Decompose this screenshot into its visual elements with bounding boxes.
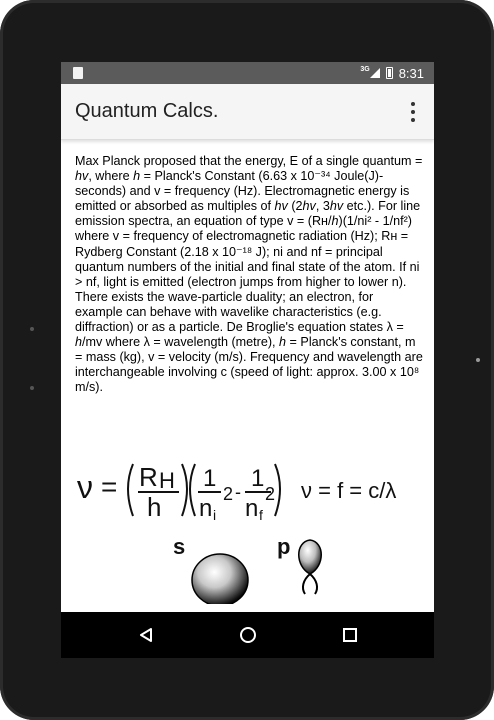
frame-dot-upper bbox=[30, 327, 34, 331]
signal-icon bbox=[370, 68, 380, 78]
text-italic: hv bbox=[274, 199, 288, 214]
status-icons bbox=[360, 62, 424, 84]
paren-left-1 bbox=[128, 464, 133, 516]
paren-right-2 bbox=[275, 464, 280, 516]
home-icon bbox=[239, 626, 257, 644]
formula-n-f: n bbox=[245, 495, 259, 522]
formula-one-a: 1 bbox=[203, 465, 217, 492]
paren-right-1 bbox=[182, 464, 187, 516]
text-italic: h bbox=[331, 214, 339, 229]
s-orbital-label: s bbox=[173, 534, 186, 559]
navigation-bar bbox=[61, 612, 434, 658]
text-italic: hv bbox=[302, 199, 316, 214]
formula-h: h bbox=[147, 492, 162, 522]
clock: 8:31 bbox=[398, 65, 424, 81]
formula-nu: ν bbox=[77, 469, 93, 505]
camera-dot bbox=[476, 358, 480, 362]
frame-dot-lower bbox=[30, 386, 34, 390]
recents-icon bbox=[342, 627, 358, 643]
formula-right: ν = f = c/λ bbox=[301, 478, 397, 503]
formula-minus: - bbox=[235, 482, 241, 502]
app-bar bbox=[61, 84, 434, 140]
text-italic: h bbox=[75, 335, 83, 350]
text-italic: h bbox=[279, 335, 287, 350]
text-segment: , where bbox=[88, 169, 134, 184]
sd-card-icon bbox=[73, 67, 83, 79]
formula-one-b: 1 bbox=[251, 465, 265, 492]
formula-r: R bbox=[139, 462, 158, 492]
formula-h-sub: H bbox=[159, 468, 175, 493]
rydberg-formula-image bbox=[75, 450, 425, 526]
screen bbox=[61, 62, 434, 658]
text-segment: , 3 bbox=[315, 199, 330, 214]
orbitals-image bbox=[141, 532, 341, 604]
text-segment: = Planck's constant, m = mass (kg), v = velocity (m/s). Frequency and wavelength are interchangeable involving c (speed of light: approx. 3.00 x 10⁸ m/s). bbox=[75, 335, 423, 395]
text-italic: hv bbox=[75, 169, 89, 184]
formula-two-a: 2 bbox=[223, 484, 234, 504]
formula-equals: = bbox=[101, 471, 118, 502]
text-italic: hv bbox=[329, 199, 344, 214]
battery-icon bbox=[386, 67, 393, 79]
p-orbital-label: p bbox=[277, 534, 291, 559]
formula-i: i bbox=[213, 507, 217, 523]
recents-button[interactable] bbox=[335, 621, 365, 649]
formula-f: f bbox=[259, 507, 263, 523]
s-orbital-sphere bbox=[189, 550, 251, 604]
description-text bbox=[75, 154, 424, 396]
paren-left-2 bbox=[190, 464, 195, 516]
overflow-menu-button[interactable] bbox=[404, 100, 422, 124]
p-orbital-lobe bbox=[293, 536, 327, 598]
formula-n-i: n bbox=[199, 495, 213, 522]
text-segment: etc.). For line emission spectra, an equation of type v = (Rн/ bbox=[75, 199, 421, 229]
text-segment: )(1/ni² - 1/nf²) where v = frequency of electromagnetic radiation (Hz); Rн = Rydberg Constant (2.18 x 10⁻¹⁸ J); ni and nf = principal quantum numbers of the initial and final state of the atom. If ni > nf, light is emitted (electron jumps from higher to lower n). There exists the wave-particle duality; an electron, for example can behave with wavelike characteristics (e.g. diffraction) or as a particle. De Broglie's equation states λ = bbox=[75, 214, 420, 335]
home-button[interactable] bbox=[233, 621, 263, 649]
overflow-dot bbox=[411, 102, 415, 106]
text-segment: = Planck's Constant (6.63 x 10⁻³⁴ Joule(J)-seconds) and v = frequency (Hz). Electromagnetic energy is emitted or absorbed as multiples of bbox=[75, 169, 410, 214]
overflow-dot bbox=[411, 118, 415, 122]
text-segment: (2 bbox=[287, 199, 303, 214]
network-type: 3G bbox=[360, 65, 370, 73]
text-italic: h bbox=[133, 169, 141, 184]
text-segment: /mv where λ = wavelength (metre), bbox=[82, 335, 280, 350]
overflow-dot bbox=[411, 110, 415, 114]
back-button[interactable] bbox=[131, 621, 161, 649]
app-title: Quantum Calcs. bbox=[75, 100, 219, 122]
status-bar bbox=[61, 62, 434, 84]
text-segment: Max Planck proposed that the energy, E of a single quantum = bbox=[75, 154, 423, 168]
formula-two-b: 2 bbox=[265, 484, 276, 504]
back-icon bbox=[138, 627, 154, 643]
